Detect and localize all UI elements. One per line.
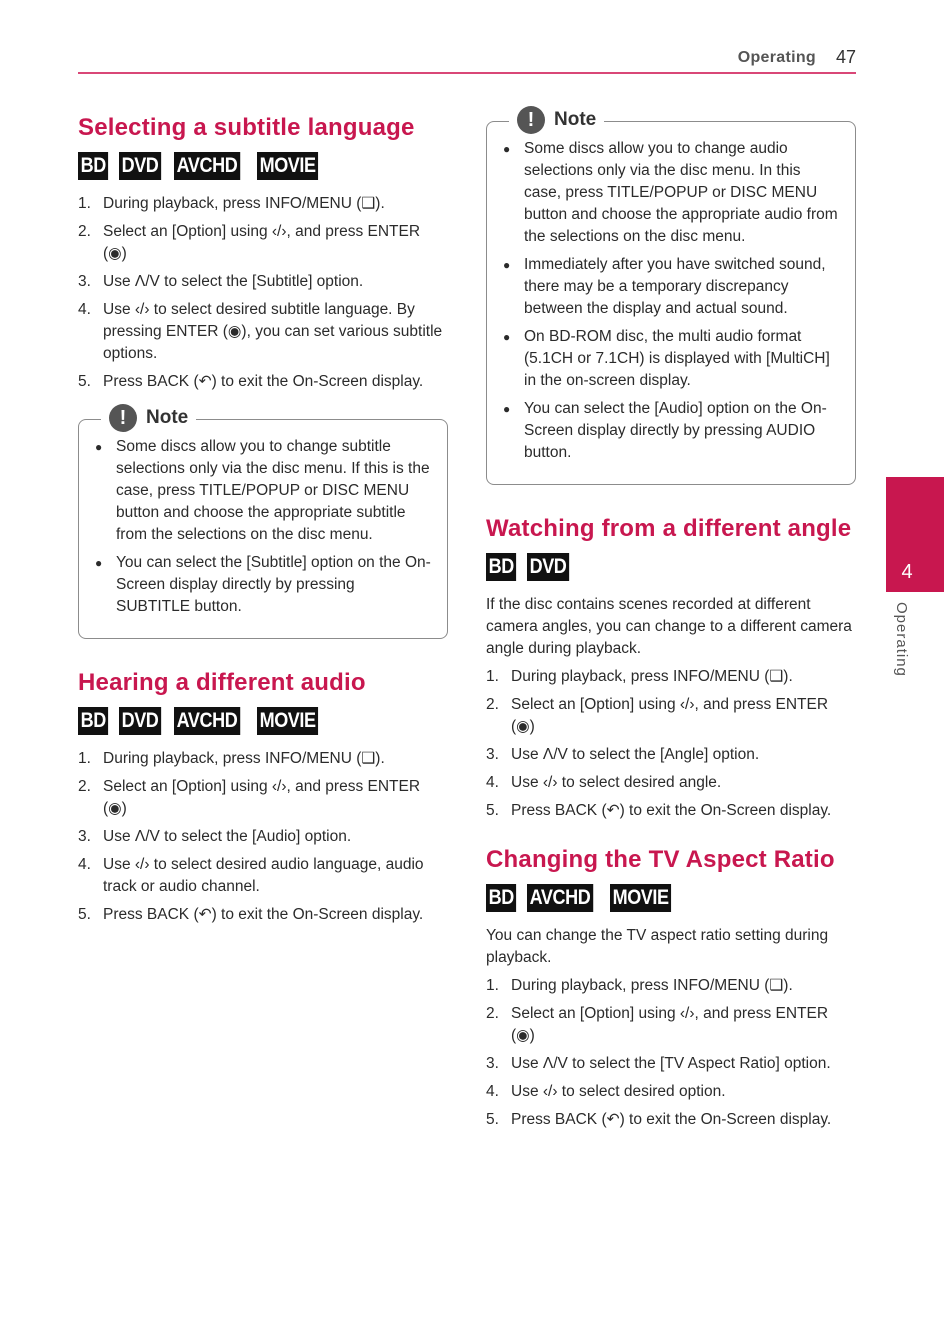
step-number: 5. [486,802,499,819]
header-rule [78,72,856,74]
note-item [501,138,841,248]
note-item [501,254,841,320]
step-number: 2. [486,696,499,713]
section-aspect [486,844,856,1131]
step-item [78,299,448,365]
disc-badge-label: DVD [527,553,569,581]
step-item [486,1053,856,1075]
note-item [93,436,433,546]
step-text: Press BACK (↶) to exit the On-Screen display. [103,373,424,390]
step-number: 4. [486,1083,499,1100]
step-number: 3. [486,1055,499,1072]
note-title: Note [554,109,597,130]
step-item [78,854,448,898]
step-item [78,193,448,215]
step-item [486,1081,856,1103]
disc-badge-label: DVD [119,707,161,735]
note-box [486,109,856,485]
step-item [486,1109,856,1131]
section-title: Hearing a different audio [78,669,366,696]
disc-badge-avchd [527,884,604,912]
step-number: 2. [486,1005,499,1022]
step-text: Use ‹/› to select desired angle. [511,774,722,791]
note-text: On BD-ROM disc, the multi audio format (5.1CH or 7.1CH) is displayed with [MultiCH] in the on-screen display. [524,328,830,389]
step-number: 5. [78,906,91,923]
step-number: 2. [78,223,91,240]
disc-badge-bd [78,152,113,180]
disc-badge-label: BD [486,884,516,912]
note-item [501,326,841,392]
steps-list [78,193,448,393]
note-list [93,436,433,618]
step-item [78,826,448,848]
chapter-tab [886,477,944,592]
steps-list [78,748,448,926]
step-item [486,1003,856,1047]
note-header [509,106,604,134]
step-number: 1. [486,668,499,685]
section-audio [78,667,448,926]
left-column [78,112,448,932]
step-text: Select an [Option] using ‹/›, and press ENTER (◉) [103,223,421,262]
step-number: 3. [78,273,91,290]
step-number: 4. [78,301,91,318]
disc-badge-label: MOVIE [257,152,318,180]
note-item [501,398,841,464]
step-text: Press BACK (↶) to exit the On-Screen display. [511,802,832,819]
step-text: Use ‹/› to select desired audio language, audio track or audio channel. [103,856,424,895]
step-text: Use Λ/V to select the [Angle] option. [511,746,760,763]
note-text: Immediately after you have switched sound, there may be a temporary discrepancy between the display and actual sound. [524,256,826,317]
disc-badge-movie [257,707,328,735]
step-number: 4. [78,856,91,873]
step-item [78,221,448,265]
section-title: Changing the TV Aspect Ratio [486,846,835,873]
step-item [486,666,856,688]
disc-badges [486,884,856,912]
section-title: Watching from a different angle [486,515,852,542]
step-number: 3. [486,746,499,763]
step-text: Use Λ/V to select the [TV Aspect Ratio] option. [511,1055,831,1072]
step-text: During playback, press INFO/MENU (❑). [511,977,793,994]
step-number: 4. [486,774,499,791]
step-item [486,772,856,794]
right-column [486,104,856,1137]
step-item [78,904,448,926]
note-text: Some discs allow you to change audio selections only via the disc menu. In this case, press TITLE/POPUP or DISC MENU button and choose the appropriate audio from the selections on the disc menu. [524,140,838,245]
section-title: Selecting a subtitle language [78,114,415,141]
chapter-number: 4 [901,561,913,583]
disc-badge-label: MOVIE [610,884,671,912]
disc-badge-bd [78,707,113,735]
disc-badge-avchd [174,152,251,180]
section-intro: If the disc contains scenes recorded at different camera angles, you can change to a different camera angle during playback. [486,596,852,657]
bullet-icon: ● [503,258,511,272]
note-text: Some discs allow you to change subtitle selections only via the disc menu. If this is the case, press TITLE/POPUP or DISC MENU button and choose the appropriate subtitle from the selections on the disc menu. [116,438,430,543]
step-text: Select an [Option] using ‹/›, and press ENTER (◉) [103,778,421,817]
step-text: Use Λ/V to select the [Audio] option. [103,828,352,845]
note-text: You can select the [Subtitle] option on the On-Screen display directly by pressing SUBTITLE button. [116,554,431,615]
disc-badges [78,707,448,735]
step-number: 3. [78,828,91,845]
note-list [501,138,841,464]
step-number: 1. [486,977,499,994]
disc-badge-label: AVCHD [527,884,593,912]
step-number: 1. [78,195,91,212]
disc-badge-dvd [119,707,168,735]
disc-badge-dvd [527,553,576,581]
section-subtitle [78,112,448,639]
disc-badge-dvd [119,152,168,180]
exclamation-icon: ! [517,106,545,134]
step-text: Use ‹/› to select desired subtitle language. By pressing ENTER (◉), you can set various subtitle options. [103,301,443,362]
disc-badge-label: AVCHD [174,707,240,735]
note-header [101,404,196,432]
step-number: 5. [486,1111,499,1128]
section-angle [486,513,856,822]
step-item [78,271,448,293]
step-text: During playback, press INFO/MENU (❑). [103,750,385,767]
step-text: Press BACK (↶) to exit the On-Screen display. [103,906,424,923]
step-item [78,748,448,770]
bullet-icon: ● [503,402,511,416]
step-text: Select an [Option] using ‹/›, and press ENTER (◉) [511,1005,829,1044]
step-number: 1. [78,750,91,767]
step-text: During playback, press INFO/MENU (❑). [511,668,793,685]
steps-list [486,975,856,1131]
step-text: Use Λ/V to select the [Subtitle] option. [103,273,364,290]
note-text: You can select the [Audio] option on the On-Screen display directly by pressing AUDIO button. [524,400,827,461]
step-text: Use ‹/› to select desired option. [511,1083,726,1100]
bullet-icon: ● [95,440,103,454]
disc-badge-label: BD [486,553,516,581]
exclamation-icon: ! [109,404,137,432]
step-text: During playback, press INFO/MENU (❑). [103,195,385,212]
bullet-icon: ● [95,556,103,570]
section-intro: You can change the TV aspect ratio setting during playback. [486,927,829,966]
step-item [486,800,856,822]
disc-badge-label: BD [78,152,108,180]
bullet-icon: ● [503,142,511,156]
disc-badge-avchd [174,707,251,735]
disc-badge-movie [610,884,681,912]
disc-badge-bd [486,884,521,912]
step-number: 5. [78,373,91,390]
bullet-icon: ● [503,330,511,344]
step-text: Select an [Option] using ‹/›, and press ENTER (◉) [511,696,829,735]
page-number: 47 [835,47,856,67]
disc-badges [486,553,856,581]
disc-badge-label: BD [78,707,108,735]
chapter-label: Operating [893,602,910,677]
disc-badge-label: DVD [119,152,161,180]
disc-badge-movie [257,152,328,180]
note-item [93,552,433,618]
step-item [78,371,448,393]
step-item [486,744,856,766]
disc-badge-bd [486,553,521,581]
step-item [486,694,856,738]
step-item [486,975,856,997]
note-box [78,407,448,639]
step-text: Press BACK (↶) to exit the On-Screen display. [511,1111,832,1128]
note-title: Note [146,407,189,428]
step-number: 2. [78,778,91,795]
step-item [78,776,448,820]
header-section: Operating [737,49,816,66]
disc-badge-label: AVCHD [174,152,240,180]
disc-badge-label: MOVIE [257,707,318,735]
steps-list [486,666,856,822]
disc-badges [78,152,448,180]
page-header [78,46,856,72]
